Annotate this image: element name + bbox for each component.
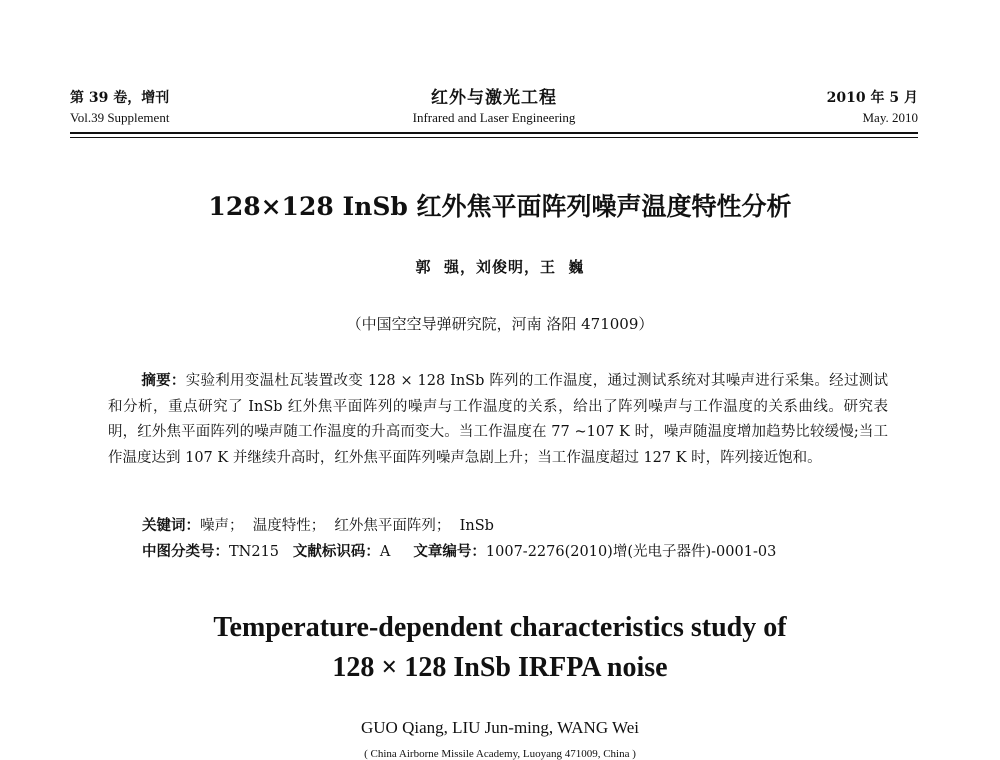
keywords-cn — [142, 515, 494, 537]
affiliation-cn: （中国空空导弹研究院，河南 洛阳 471009） — [346, 315, 654, 333]
keywords-text: 噪声； 温度特性； 红外焦平面阵列； InSb — [200, 518, 494, 534]
clc-label: 中图分类号： — [142, 543, 229, 560]
article-no-value: 1007-2276(2010)增(光电子器件)-0001-03 — [485, 544, 777, 560]
classification-line — [142, 541, 776, 563]
abstract-label: 摘要： — [141, 372, 186, 389]
paper-title-en — [0, 608, 1000, 688]
title-en-line-1: Temperature-dependent characteristics study of — [213, 612, 787, 643]
authors-cn: 郭 强，刘俊明，王 巍 — [415, 258, 585, 276]
journal-cn: 红外与激光工程 — [431, 88, 557, 108]
doc-code-value: A — [379, 544, 391, 560]
abstract-cn — [108, 368, 888, 471]
header-date — [827, 88, 918, 128]
keywords-label: 关键词： — [142, 517, 200, 534]
volume-en: Vol.39 Supplement — [70, 110, 170, 125]
abstract-text: 实验利用变温杜瓦装置改变 128 × 128 InSb 阵列的工作温度，通过测试系统对其噪声进行采集。经过测试和分析，重点研究了 InSb 红外焦平面阵列的噪声与工作温度的关系，给出了阵列噪声与工作温度的关系曲线。研究表明，红外焦平面阵列的噪声随工作温度的升高而变大。当工作温度在 77 ~107 K 时，噪声随温度增加趋势比较缓慢;当工作温度达到 107 K 并继续升高时，红外焦平面阵列噪声急剧上升；当工作温度超过 127 K 时，阵列接近饱和。 — [108, 373, 889, 466]
clc-value: TN215 — [229, 544, 280, 560]
title-en-line-2: 128 × 128 InSb IRFPA noise — [332, 652, 668, 683]
volume-cn: 第 39 卷，增刊 — [70, 90, 170, 106]
header-journal — [70, 88, 918, 128]
journal-en: Infrared and Laser Engineering — [412, 110, 576, 125]
paper-title-cn: 128×128 InSb 红外焦平面阵列噪声温度特性分析 — [208, 192, 792, 221]
date-cn: 2010 年 5 月 — [826, 90, 918, 106]
affiliation-en: ( China Airborne Missile Academy, Luoyang 471009, China ) — [364, 748, 636, 760]
header-rule-thick — [70, 132, 918, 134]
authors-en: GUO Qiang, LIU Jun-ming, WANG Wei — [360, 718, 639, 737]
header-rule-thin — [70, 137, 918, 138]
running-header — [70, 88, 918, 134]
article-no-label: 文章编号： — [413, 543, 486, 560]
doc-code-label: 文献标识码： — [292, 543, 380, 560]
date-en: May. 2010 — [862, 110, 918, 125]
